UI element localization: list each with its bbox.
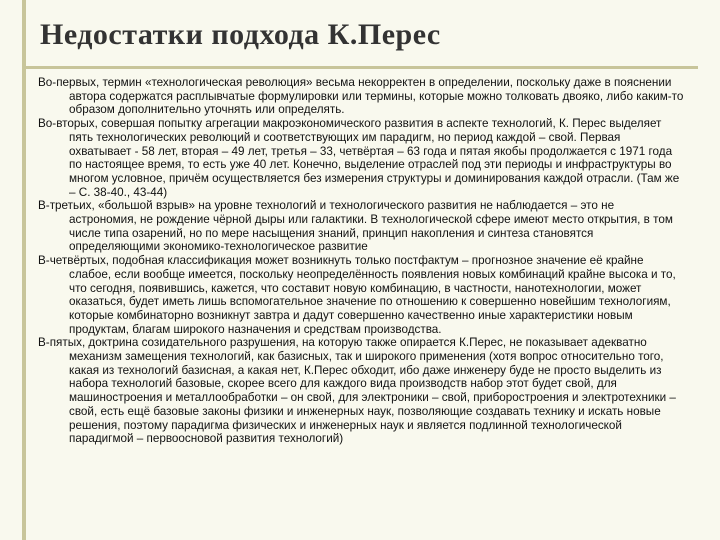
paragraph-fourth: В-четвёртых, подобная классификация может возникнуть только постфактум – прогнозное значение её крайне слабое, если вообще имеется, поскольку неопределённость появления новых комбинаций крайне высока и то, что сегодня, появившись, кажется, что составит новую комбинацию, в частности, нанотехнологии, может оказаться, будет иметь лишь вспомогательное значение по отношению к совершенно новейшим технологиям, которые комбинаторно возникнут завтра и дадут совершенно качественно иные характеристики новым продуктам, благам широкого назначения и средствам производства. [38, 254, 676, 336]
left-accent-rule [22, 0, 26, 540]
title-underline-rule [22, 66, 698, 69]
paragraph-first: Во-первых, термин «технологическая революция» весьма некорректен в определении, поскольку даже в пояснении автора содержатся расплывчатые формулировки или термины, которые можно толковать двояко, либо каким-то образом дополнительно уточнять или определять. [38, 76, 684, 117]
paragraph-second: Во-вторых, совершая попытку агрегации макроэкономического развития в аспекте технологий, К. Перес выделяет пять технологических революций и соответствующих им парадигм, но период каждой – свой. Первая охватывает - 58 лет, вторая – 49 лет, третья – 33, четвёртая – 63 года и пятая якобы продолжается с 1971 года по настоящее время, то есть уже 40 лет. Конечно, выделение отраслей под эти периоды и инфраструктуры во многом условное, причём осуществляется без измерения структуры и доминирования каждой отрасли. (Там же – С. 38-40., 43-44) [38, 117, 680, 199]
slide-title: Недостатки подхода К.Перес [40, 18, 441, 51]
paragraph-fifth: В-пятых, доктрина созидательного разрушения, на которую также опирается К.Перес, не показывает адекватно механизм замещения технологий, как базисных, так и широкого применения (хотя вопрос относительно того, какая из технологий базисная, а какая нет, К.Перес обходит, ибо даже инженеру буде не просто выделить из набора технологий базовые, скорее всего для каждого вида производств набор этот будет свой, для машиностроения и металлообработки – он свой, для электроники – свой, приборостроения и электротехники – свой, есть ещё базовые законы физики и инженерных наук, позволяющие создавать технику и искать новые решения, поэтому парадигма физических и инженерных наук и является подлинной технологической парадигмой – первоосновой развития технологий) [38, 336, 676, 446]
paragraph-third: В-третьих, «большой взрыв» на уровне технологий и технологического развития не наблюдается – это не астрономия, не рождение чёрной дыры или галактики. В технологической сфере имеют место открытия, в том числе типа озарений, но по мере насыщения знаний, принцип накопления и синтеза становятся определяющими экономико-технологическое развитие [38, 199, 673, 254]
slide-body [38, 76, 684, 446]
